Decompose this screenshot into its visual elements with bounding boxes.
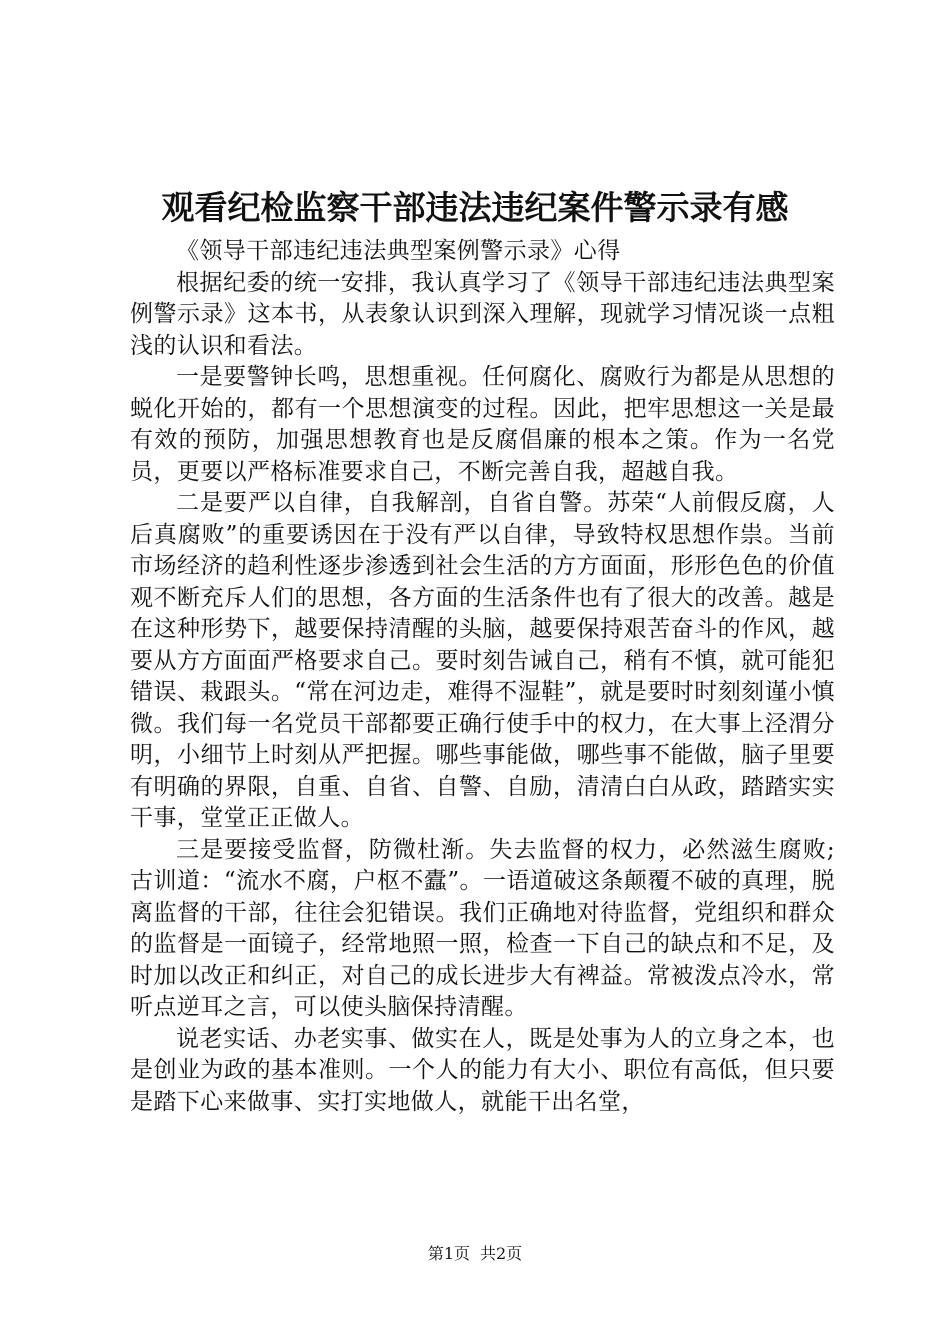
paragraph-point-one: 一是要警钟长鸣，思想重视。任何腐化、腐败行为都是从思想的蜕化开始的，都有一个思想演变的过程。因此，把牢思想这一关是最有效的预防，加强思想教育也是反腐倡廉的根本之策。作为一名党员，更要以严格标准要求自己，不断完善自我，超越自我。 <box>130 364 835 485</box>
paragraph-conclusion: 说老实话、办老实事、做实在人，既是处事为人的立身之本，也是创业为政的基本准则。一个人的能力有大小、职位有高低，但只要是踏下心来做事、实打实地做人，就能干出名堂， <box>130 1025 835 1115</box>
page-number: 第1页 <box>427 1244 470 1263</box>
paragraph-point-three: 三是要接受监督，防微杜渐。失去监督的权力，必然滋生腐败;古训道：“流水不腐，户枢不蠹”。一语道破这条颠覆不破的真理，脱离监督的干部，往往会犯错误。我们正确地对待监督，党组织和群众的监督是一面镜子，经常地照一照，检查一下自己的缺点和不足，及时加以改正和纠正，对自己的成长进步大有裨益。常被泼点冷水，常听点逆耳之言，可以使头脑保持清醒。 <box>130 836 835 1020</box>
page-total: 共2页 <box>480 1244 523 1263</box>
page-footer <box>0 1242 950 1266</box>
paragraph-point-two: 二是要严以自律，自我解剖，自省自警。苏荣“人前假反腐，人后真腐败”的重要诱因在于没有严以自律，导致特权思想作祟。当前市场经济的趋利性逐步渗透到社会生活的方方面面，形形色色的价值观不断充斥人们的思想，各方面的生活条件也有了很大的改善。越是在这种形势下，越要保持清醒的头脑，越要保持艰苦奋斗的作风，越要从方方面面严格要求自己。要时刻告诫自己，稍有不慎，就可能犯错误、栽跟头。“常在河边走，难得不湿鞋”，就是要时时刻刻谨小慎微。我们每一名党员干部都要正确行使手中的权力，在大事上泾渭分明，小细节上时刻从严把握。哪些事能做，哪些事不能做，脑子里要有明确的界限，自重、自省、自警、自励，清清白白从政，踏踏实实干事，堂堂正正做人。 <box>130 490 835 831</box>
paragraph-intro: 根据纪委的统一安排，我认真学习了《领导干部违纪违法典型案例警示录》这本书，从表象认识到深入理解，现就学习情况谈一点粗浅的认识和看法。 <box>130 269 835 359</box>
document-title: 观看纪检监察干部违法违纪案件警示录有感 <box>161 188 789 227</box>
document-body <box>130 236 835 1118</box>
paragraph-subtitle: 《领导干部违纪违法典型案例警示录》心得 <box>176 238 621 264</box>
